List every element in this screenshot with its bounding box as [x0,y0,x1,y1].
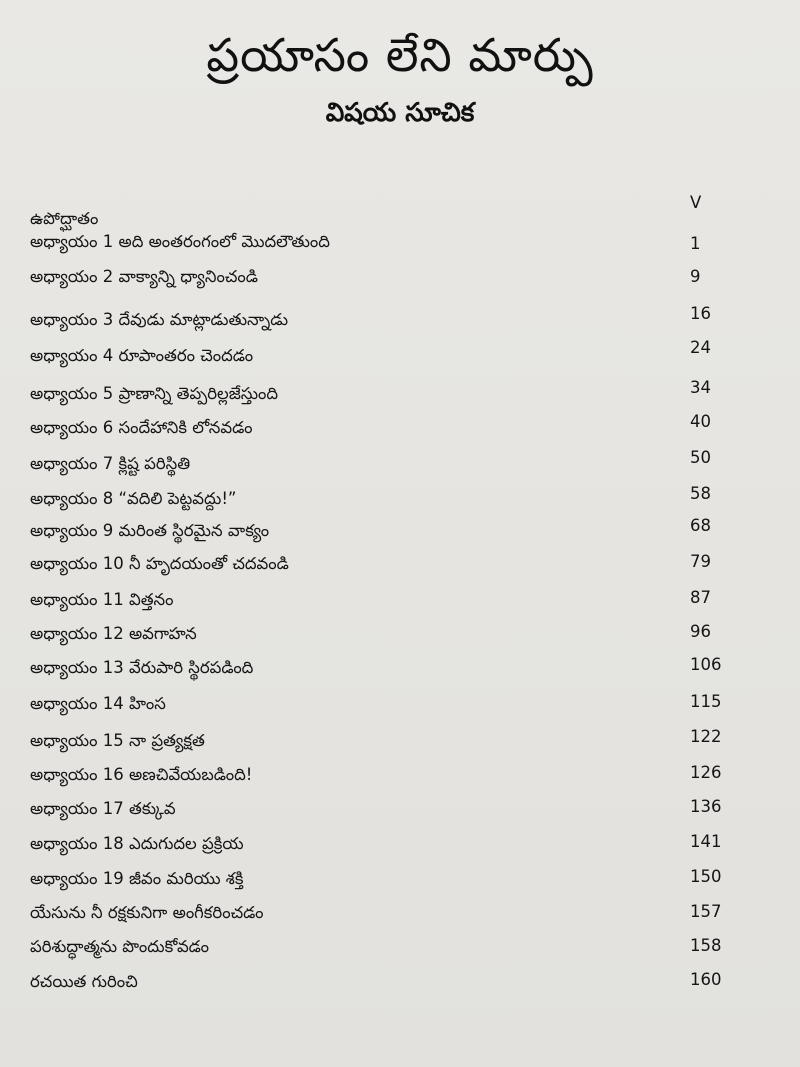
toc-entry [30,550,750,580]
toc-entry-label: అధ్యాయం 17 తక్కువ [30,799,176,818]
toc-entry [30,484,750,514]
toc-entry [30,340,750,370]
toc-entry [30,376,750,406]
toc-entry [30,620,750,650]
toc-entry [30,414,750,444]
toc-entry-page: 68 [690,516,711,535]
toc-entry-label: అధ్యాయం 5 ప్రాణాన్ని తెప్పరిల్లజేస్తుంది [30,384,279,403]
toc-entry [30,900,750,930]
toc-entry [30,448,750,478]
toc-entry [30,865,750,895]
toc-entry-label: ఉపోద్ఘాతం [30,209,99,228]
toc-entry-page: 58 [690,484,711,503]
toc-entry [30,727,750,757]
toc-entry-page: 87 [690,588,711,607]
toc-entry-page: 40 [690,412,711,431]
toc-entry-page: 79 [690,552,711,571]
toc-entry-page: 122 [690,727,722,746]
toc-entry-page: 160 [690,970,722,989]
toc-entry-page: 1 [690,234,701,253]
toc-entry-page: 136 [690,797,722,816]
toc-entry-label: యేసును నీ రక్షకునిగా అంగీకరించడం [30,903,264,922]
toc-entry-label: రచయిత గురించి [30,972,138,991]
toc-entry [30,267,750,297]
toc-entry-label: అధ్యాయం 6 సందేహానికి లోనవడం [30,418,253,437]
toc-entry-label: అధ్యాయం 15 నా ప్రత్యక్షత [30,731,205,750]
toc-entry [30,193,750,235]
toc-entry-label: పరిశుద్ధాత్మను పొందుకోవడం [30,937,210,956]
toc-entry [30,830,750,860]
toc-entry-label: అధ్యాయం 18 ఎదుగుదల ప్రక్రియ [30,834,244,853]
toc-entry-page: 150 [690,867,722,886]
toc-entry-page: 158 [690,936,722,955]
toc-entry-label: అధ్యాయం 19 జీవం మరియు శక్తి [30,869,244,888]
toc-entry [30,655,750,685]
toc-entry-page: 16 [690,304,711,323]
toc-entry-page: 50 [690,448,711,467]
toc-entry-label: అధ్యాయం 2 వాక్యాన్ని ధ్యానించండి [30,267,258,286]
toc-entry-page: 126 [690,763,722,782]
toc-entry-label: అధ్యాయం 14 హింస [30,694,166,713]
book-title: ప్రయాసం లేని మార్పు [206,28,594,82]
toc-entry-label: అధ్యాయం 11 విత్తనం [30,590,174,609]
toc-entry [30,968,750,998]
toc-entry-page: 115 [690,692,722,711]
toc-entry-label: అధ్యాయం 16 అణచివేయబడింది! [30,765,253,784]
toc-entry-label: అధ్యాయం 8 “వదిలి పెట్టవద్దు!” [30,489,237,508]
toc-entry-label: అధ్యాయం 4 రూపాంతరం చెందడం [30,346,254,365]
toc-entry-page: V [690,193,702,212]
toc-entry [30,232,750,262]
toc-entry [30,690,750,720]
toc-entry [30,516,750,546]
toc-entry [30,795,750,825]
toc-entry-label: అధ్యాయం 9 మరింత స్థిరమైన వాక్యం [30,521,270,540]
toc-entry-page: 9 [690,267,701,286]
toc-entry [30,304,750,334]
contents-heading: విషయ సూచిక [325,98,475,128]
toc-entry-page: 141 [690,832,722,851]
toc-entry-label: అధ్యాయం 3 దేవుడు మాట్లాడుతున్నాడు [30,310,289,329]
toc-entry-page: 106 [690,655,722,674]
toc-entry-page: 157 [690,902,722,921]
toc-entry-label: అధ్యాయం 10 నీ హృదయంతో చదవండి [30,554,289,573]
toc-entry-label: అధ్యాయం 7 క్లిష్ట పరిస్థితి [30,454,191,473]
toc-entry [30,761,750,791]
toc-entry-page: 34 [690,378,711,397]
toc-entry [30,586,750,616]
toc-entry-label: అధ్యాయం 1 అది అంతరంగంలో మొదలౌతుంది [30,232,330,251]
toc-entry-page: 24 [690,338,711,357]
toc-entry [30,934,750,964]
toc-entry-label: అధ్యాయం 13 వేరుపారి స్థిరపడింది [30,658,254,677]
toc-entry-label: అధ్యాయం 12 అవగాహన [30,624,197,643]
toc-entry-page: 96 [690,622,711,641]
